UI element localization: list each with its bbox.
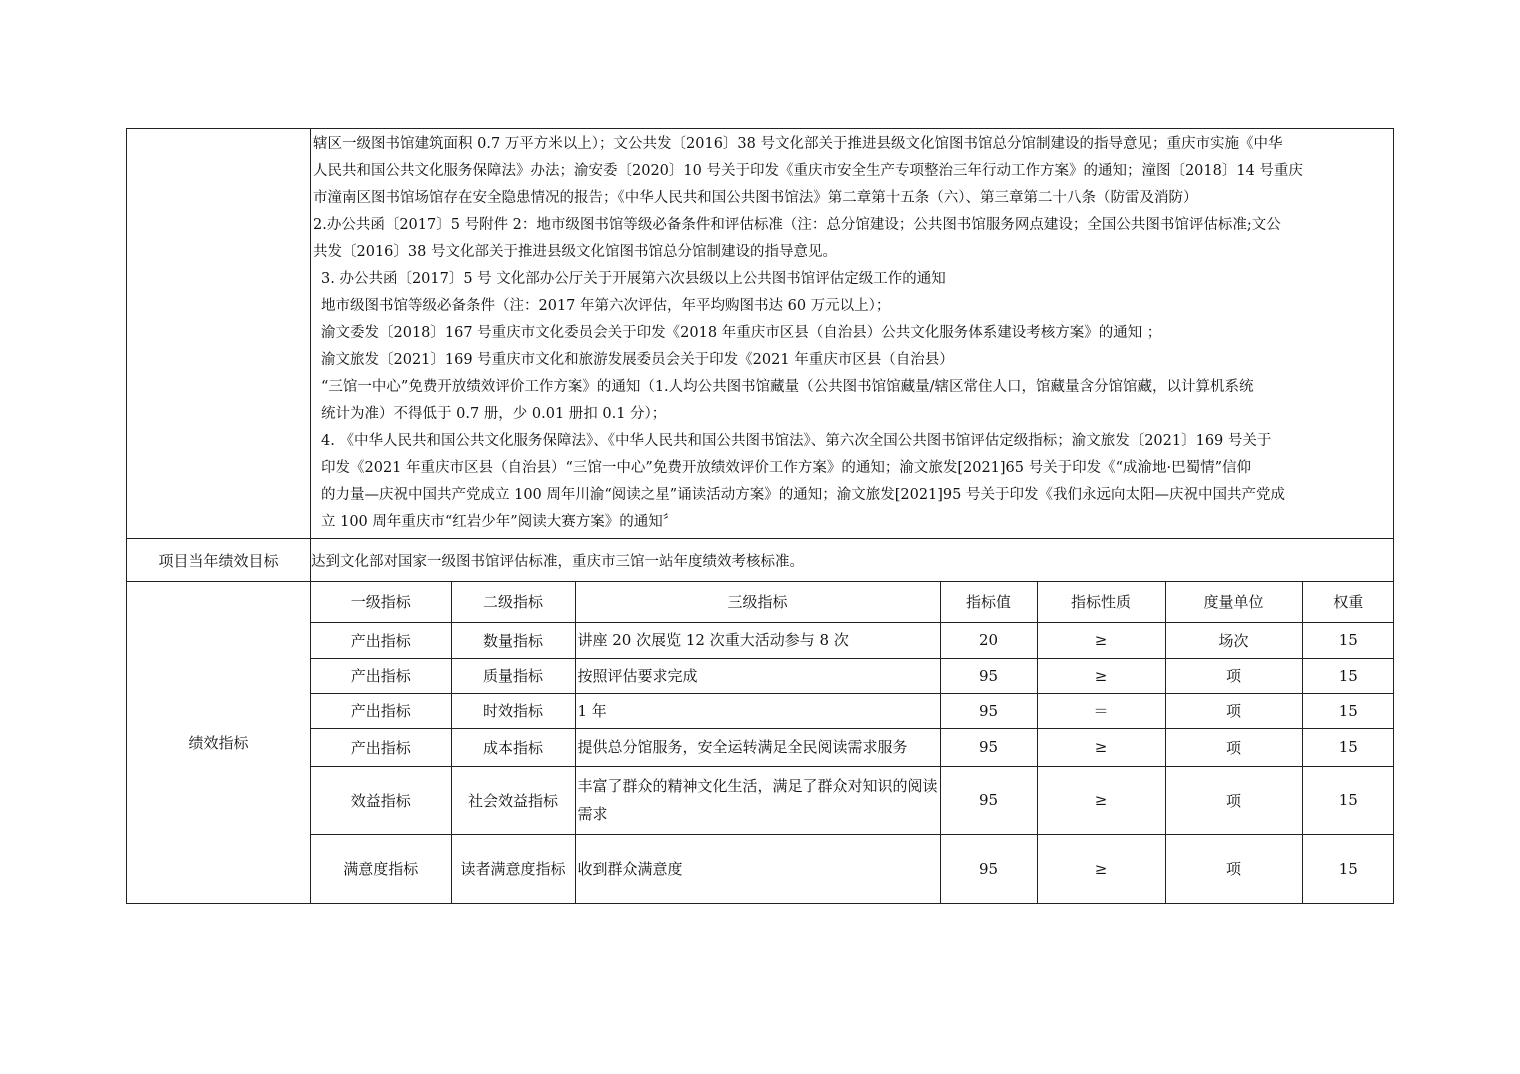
header-level3: 三级指标 [575,582,940,622]
indicators-cell [311,582,1394,904]
level1-cell: 效益指标 [311,766,451,834]
level1-cell: 满意度指标 [311,834,451,903]
basis-line: 统计为准）不得低于 0.7 册，少 0.01 册扣 0.1 分）； [321,406,667,422]
basis-line: 3. 办公共函〔2017〕5 号 文化部办公厅关于开展第六次县级以上公共图书馆评估定级工作的通知 [321,271,946,287]
unit-cell: 项 [1165,693,1302,728]
header-weight: 权重 [1302,582,1394,622]
level3-cell: 1 年 [575,693,940,728]
table-row [311,834,1394,903]
level2-cell: 数量指标 [451,622,575,658]
basis-line: 共发〔2016〕38 号文化部关于推进县级文化馆图书馆总分馆制建设的指导意见。 [313,244,837,260]
level3-cell: 提供总分馆服务，安全运转满足全民阅读需求服务 [575,728,940,766]
basis-line: 人民共和国公共文化服务保障法》办法；渝安委〔2020〕10 号关于印发《重庆市安全生产专项整治三年行动工作方案》的通知；潼图〔2018〕14 号重庆 [313,163,1303,179]
weight-cell: 15 [1302,834,1394,903]
level1-cell: 产出指标 [311,693,451,728]
value-cell: 95 [940,658,1037,693]
policy-basis-cell [311,129,1394,539]
level2-cell: 读者满意度指标 [451,834,575,903]
basis-line: 渝文委发〔2018〕167 号重庆市文化委员会关于印发《2018 年重庆市区县（自治县）公共文化服务体系建设考核方案》的通知 ； [321,325,1162,341]
value-cell: 95 [940,693,1037,728]
nature-cell: ≥ [1037,658,1165,693]
basis-line: 印发《2021 年重庆市区县（自治县）“三馆一中心”免费开放绩效评价工作方案》的通知；渝文旅发[2021]65 号关于印发《“成渝地·巴蜀情”信仰 [321,460,1252,476]
basis-line: 渝文旅发〔2021〕169 号重庆市文化和旅游发展委员会关于印发《2021 年重庆市区县（自治县） [321,352,954,368]
level3-cell: 按照评估要求完成 [575,658,940,693]
basis-line: 4. 《中华人民共和国公共文化服务保障法》、《中华人民共和国公共图书馆法》、第六次全国公共图书馆评估定级指标；渝文旅发〔2021〕169 号关于 [321,433,1272,449]
basis-line: 立 100 周年重庆市“红岩少年”阅读大赛方案》的通知〞 [321,514,678,530]
level2-cell: 质量指标 [451,658,575,693]
basis-line: 的力量—庆祝中国共产党成立 100 周年川渝“阅读之星”诵读活动方案》的通知；渝文旅发[2021]95 号关于印发《我们永远向太阳—庆祝中国共产党成 [321,487,1285,503]
weight-cell: 15 [1302,622,1394,658]
weight-cell: 15 [1302,658,1394,693]
header-nature: 指标性质 [1037,582,1165,622]
performance-table [126,128,1394,904]
unit-cell: 项 [1165,834,1302,903]
basis-row [127,129,1394,539]
level2-cell: 成本指标 [451,728,575,766]
basis-line: 市潼南区图书馆场馆存在安全隐患情况的报告；《中华人民共和国公共图书馆法》第二章第十五条（六）、第三章第二十八条（防雷及消防） [313,190,1198,206]
goal-text: 达到文化部对国家一级图书馆评估标准，重庆市三馆一站年度绩效考核标准。 [311,539,1394,582]
level2-cell: 社会效益指标 [451,766,575,834]
unit-cell: 项 [1165,658,1302,693]
value-cell: 20 [940,622,1037,658]
nature-cell: ≥ [1037,622,1165,658]
weight-cell: 15 [1302,728,1394,766]
header-level1: 一级指标 [311,582,451,622]
level1-cell: 产出指标 [311,658,451,693]
header-level2: 二级指标 [451,582,575,622]
header-unit: 度量单位 [1165,582,1302,622]
level2-cell: 时效指标 [451,693,575,728]
value-cell: 95 [940,766,1037,834]
indicators-header-row [311,582,1394,622]
level3-cell: 讲座 20 次展览 12 次重大活动参与 8 次 [575,622,940,658]
basis-label-cell [127,129,311,539]
unit-cell: 项 [1165,728,1302,766]
indicators-table [311,582,1394,903]
nature-cell: ≥ [1037,766,1165,834]
table-row [311,622,1394,658]
value-cell: 95 [940,834,1037,903]
level3-cell: 收到群众满意度 [575,834,940,903]
nature-cell: ＝ [1037,693,1165,728]
weight-cell: 15 [1302,766,1394,834]
indicators-label: 绩效指标 [127,582,311,904]
unit-cell: 项 [1165,766,1302,834]
indicators-row [127,582,1394,904]
basis-line: 地市级图书馆等级必备条件（注：2017 年第六次评估，年平均购图书达 60 万元以上）； [321,298,891,314]
goal-row [127,539,1394,582]
goal-label: 项目当年绩效目标 [127,539,311,582]
weight-cell: 15 [1302,693,1394,728]
unit-cell: 场次 [1165,622,1302,658]
header-value: 指标值 [940,582,1037,622]
basis-line: 2.办公共函〔2017〕5 号附件 2：地市级图书馆等级必备条件和评估标准（注：总分馆建设；公共图书馆服务网点建设；全国公共图书馆评估标准;文公 [313,217,1281,233]
level1-cell: 产出指标 [311,728,451,766]
table-row [311,766,1394,834]
nature-cell: ≥ [1037,728,1165,766]
basis-line: “三馆一中心”免费开放绩效评价工作方案》的通知（1.人均公共图书馆藏量（公共图书馆馆藏量/辖区常住人口，馆藏量含分馆馆藏，以计算机系统 [321,379,1254,395]
level1-cell: 产出指标 [311,622,451,658]
value-cell: 95 [940,728,1037,766]
table-row [311,728,1394,766]
level3-cell: 丰富了群众的精神文化生活，满足了群众对知识的阅读需求 [575,766,940,834]
basis-line: 辖区一级图书馆建筑面积 0.7 万平方米以上）；文公共发〔2016〕38 号文化部关于推进县级文化馆图书馆总分馆制建设的指导意见；重庆市实施《中华 [313,136,1283,152]
nature-cell: ≥ [1037,834,1165,903]
table-row [311,658,1394,693]
table-row [311,693,1394,728]
document-page [126,128,1393,904]
